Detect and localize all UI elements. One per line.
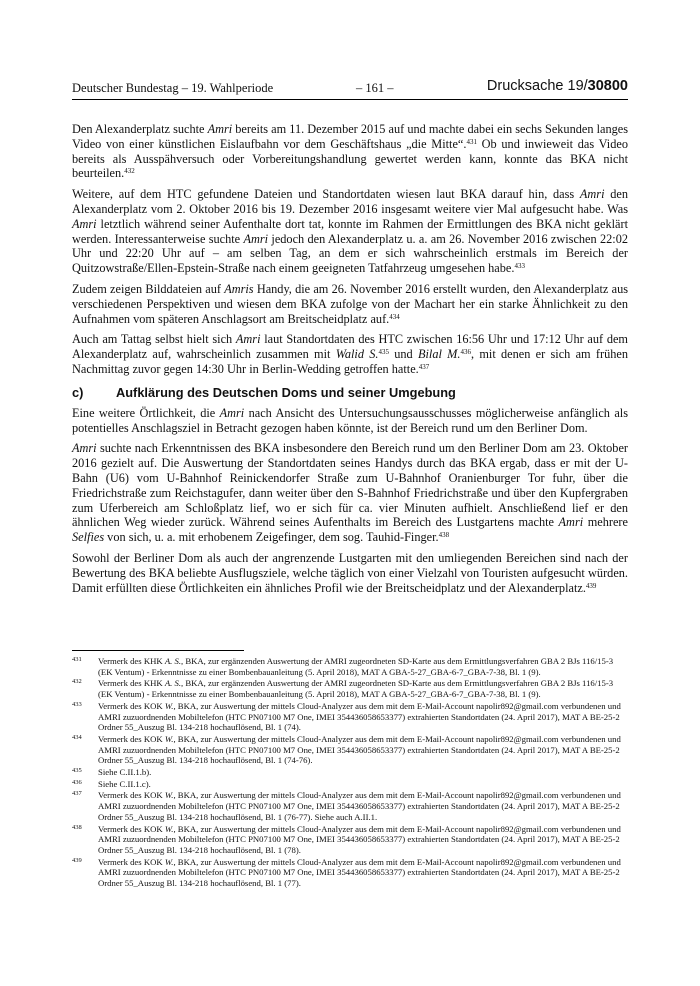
text-run: Ob und inwieweit das Video bereits als Ausspähversuch oder Vorbereitungshandlung gewertet werden kann, konnte das BKA nicht beurteilen. — [72, 136, 628, 181]
footnote — [72, 767, 628, 778]
section-number: c) — [72, 384, 84, 400]
footnote-number: 431 — [72, 656, 82, 663]
text-run: Walid S. — [335, 347, 379, 362]
text-run: , BKA, zur Auswertung der mittels Cloud-Analyzer aus dem mit dem E-Mail-Account napolir892@gmail.com verbundenen und AMRI zuzuordnenden Mobiltelefon (HTC PN07100 M7 One, IMEI 354436058653377) extrahierten Standortdaten (24. April 2017), MAT A BE-25-2 Ordner 55_Auszug Bl. 134-218 hochauflösend, Bl. 1 (78). — [98, 823, 621, 855]
footnote-number: 434 — [72, 733, 82, 741]
footnote-reference: 431 — [466, 137, 477, 146]
text-run: W. — [164, 790, 174, 801]
paragraph-group-2 — [72, 406, 628, 596]
footnote-text — [98, 656, 628, 677]
section-title: Aufklärung des Deutschen Doms und seiner Umgebung — [116, 384, 456, 400]
text-run: letztlich während seiner Aufenthalte dort tat, konnte im Rahmen der Ermittlungen des BKA nicht geklärt werden. Interessanterweise suchte — [72, 216, 628, 246]
text-run: Eine weitere Örtlichkeit, die — [72, 405, 220, 420]
text-run: W. — [164, 856, 174, 867]
text-run: W. — [164, 700, 174, 711]
text-run: nach Ansicht des Untersuchungsausschusses möglicherweise anfänglich als potentielles Anschlagsziel in Betracht gezogen haben könnte, ist der Bereich rund um den Berliner Dom. — [72, 405, 628, 435]
text-run: , BKA, zur ergänzenden Auswertung der AMRI zugeordneten SD-Karte aus dem Ermittlungsverfahren GBA 2 BJs 116/15-3 (EK Ventum) - Erkenntnisse zu einer Bombenbauanleitung (5. April 2018), MAT A GBA-5-27_GBA-6-7_GBA-7-38, Bl. 1 (9). — [98, 656, 614, 677]
footnote-text — [98, 857, 628, 889]
text-run: Weitere, auf dem HTC gefundene Dateien und Standortdaten wiesen laut BKA darauf hin, dass — [72, 187, 580, 202]
text-run: Vermerk des KOK — [98, 823, 165, 834]
text-run: Vermerk des KHK — [98, 656, 165, 666]
footnote — [72, 734, 628, 766]
text-run: Amri — [558, 515, 584, 530]
text-run: Vermerk des KOK — [98, 700, 165, 711]
paragraph — [72, 406, 628, 436]
footnote — [72, 824, 628, 856]
paragraph — [72, 441, 628, 545]
text-run: , BKA, zur ergänzenden Auswertung der AMRI zugeordneten SD-Karte aus dem Ermittlungsverfahren GBA 2 BJs 116/15-3 (EK Ventum) - Erkenntnisse zu einer Bombenbauanleitung (5. April 2018), MAT A GBA-5-27_GBA-6-7_GBA-7-38, Bl. 1 (9). — [98, 678, 614, 700]
footnote-text — [98, 734, 628, 766]
text-run: , BKA, zur Auswertung der mittels Cloud-Analyzer aus dem mit dem E-Mail-Account napolir892@gmail.com verbundenen und AMRI zuzuordnenden Mobiltelefon (HTC PN07100 M7 One, IMEI 354436058653377) extrahierten Standortdaten (24. April 2017), MAT A BE-25-2 Ordner 55_Auszug Bl. 134-218 hochauflösend, Bl. 1 (76-77). Siehe auch A.II.1. — [98, 790, 621, 822]
text-run: mehrere — [583, 515, 628, 530]
text-run: Vermerk des KOK — [98, 856, 165, 867]
footnote-text — [98, 701, 628, 733]
footnote-text — [98, 824, 628, 856]
paragraph — [72, 332, 628, 376]
footnote — [72, 790, 628, 822]
text-run: Sowohl der Berliner Dom als auch der angrenzende Lustgarten mit den umliegenden Bereichen sind nach der Bewertung des BKA beliebte Ausflugsziele, welche täglich von einer Vielzahl von Touristen aufgesucht würden. Damit erfüllten diese Örtlichkeiten ein ähnliches Profil wie der Breitscheidplatz und der Alexanderplatz. — [72, 550, 628, 595]
paragraph — [72, 282, 628, 326]
text-run: suchte nach Erkenntnissen des BKA insbesondere den Bereich rund um den Berliner Dom am 23. Oktober 2016 gezielt auf. Die Auswertung der Standortdaten seines Handys durch das BKA ergab, dass er mit der U-Bahn (U6) vom U-Bahnhof Reinickendorfer Straße zum U-Bahnhof Oranienburger Tor fuhr, über die Friedrichstraße zum Reichstagufer, dann weiter über den S-Bahnhof Friedrichstraße und über den Kupfergraben zum Uferbereich am Schloßplatz lief, wo er sich für ca. vier Minuten aufhielt. Anschließend lief er den ähnlichen Weg wieder zurück. Während seines Aufenthalts im Bereich des Lustgartens machte — [72, 441, 628, 530]
text-run: jedoch den Alexanderplatz u. a. am 26. November 2016 zwischen 22:02 Uhr und 22:20 Uhr auf – am selben Tag, an dem er sich wahrscheinlich erstmals im Bereich der Quitzowstraße/Ellen-Epstein-Straße nach einem geeigneten Tatfahrzeug umgesehen habe. — [72, 231, 629, 276]
header-publication: Deutscher Bundestag – 19. Wahlperiode — [72, 81, 274, 95]
text-run: von sich, u. a. mit erhobenem Zeigefinger, dem sog. Tauhid-Finger. — [104, 530, 439, 545]
text-run: Amri — [207, 122, 233, 136]
text-run: den Alexanderplatz vom 2. Oktober 2016 bis 19. Dezember 2016 insgesamt weitere vier Mal aufgesucht habe. Was — [72, 187, 628, 216]
footnote-reference: 437 — [418, 362, 430, 371]
text-run: und — [388, 347, 418, 362]
text-run: Amri — [72, 441, 97, 456]
document-number-value: 30800 — [587, 78, 628, 94]
footnote-divider — [72, 650, 244, 651]
text-run: A. S. — [164, 678, 181, 689]
text-run: Handy, die am 26. November 2016 erstellt wurden, den Alexanderplatz aus verschiedenen Perspektiven und wiesen dem BKA zufolge von der Machart her ein starke Ähnlichkeit zu den Aufnahmen vom späteren Anschlagsort am Breitscheidplatz auf. — [72, 281, 628, 326]
page-number: – 161 – — [356, 81, 394, 95]
text-run: laut Standortdaten des HTC zwischen 16:56 Uhr und 17:12 Uhr auf dem Alexanderplatz auf, wahrscheinlich zusammen mit — [72, 332, 628, 362]
paragraph — [72, 122, 628, 181]
text-run: Selfies — [72, 530, 105, 545]
footnote — [72, 857, 628, 889]
text-run: W. — [164, 733, 174, 744]
text-run: Auch am Tattag selbst hielt sich — [72, 332, 236, 347]
footnote-reference: 436 — [460, 348, 471, 357]
text-run: Amri — [219, 405, 245, 420]
footnote-reference: 432 — [124, 167, 135, 176]
footnote-reference: 438 — [438, 531, 450, 540]
main-text — [72, 122, 628, 601]
footnote — [72, 656, 628, 677]
footnote — [72, 701, 628, 733]
footnote-number: 435 — [72, 767, 82, 775]
footnote-text — [98, 790, 628, 822]
section-heading — [72, 385, 628, 400]
footnote-reference: 435 — [378, 348, 389, 357]
paragraph — [72, 551, 628, 595]
footnote — [72, 678, 628, 699]
text-run: Amri — [235, 332, 261, 347]
footnote-reference: 434 — [389, 312, 400, 321]
text-run: Amri — [579, 187, 605, 202]
footnote-text — [98, 767, 628, 778]
text-run: , BKA, zur Auswertung der mittels Cloud-Analyzer aus dem mit dem E-Mail-Account napolir892@gmail.com verbundenen und AMRI zuzuordnenden Mobiltelefon (HTC PN07100 M7 One, IMEI 354436058653377) extrahierten Standortdaten (24. April 2017), MAT A BE-25-2 Ordner 55_Auszug Bl. 134-218 hochauflösend, Bl. 1 (74-76). — [98, 733, 621, 766]
text-run: Siehe C.II.1.b). — [98, 767, 152, 778]
text-run: , mit denen er sich am frühen Nachmittag zuvor gegen 14:30 Uhr in Berlin-Wedding getroffen hatte. — [72, 347, 628, 376]
text-run: Amri — [72, 216, 97, 231]
text-run: Den Alexanderplatz suchte — [72, 122, 208, 136]
text-run: Amri — [243, 231, 269, 246]
text-run: Vermerk des KOK — [98, 790, 165, 801]
text-run: Bilal M. — [417, 347, 461, 362]
document-number — [487, 78, 628, 94]
text-run: Zudem zeigen Bilddateien auf — [72, 281, 225, 296]
footnote-reference: 439 — [585, 581, 597, 590]
text-run: Vermerk des KHK — [98, 678, 165, 689]
header-divider — [72, 99, 628, 100]
footnote-number: 438 — [72, 823, 82, 831]
footnotes — [72, 656, 628, 890]
text-run: Vermerk des KOK — [98, 733, 165, 744]
text-run: , BKA, zur Auswertung der mittels Cloud-Analyzer aus dem mit dem E-Mail-Account napolir892@gmail.com verbundenen und AMRI zuzuordnenden Mobiltelefon (HTC PN07100 M7 One, IMEI 354436058653377) extrahierten Standortdaten (24. April 2017), MAT A BE-25-2 Ordner 55_Auszug Bl. 134-218 hochauflösend, Bl. 1 (77). — [98, 856, 621, 889]
text-run: A. S. — [164, 656, 181, 666]
footnote-number: 433 — [72, 700, 82, 708]
document-number-prefix: Drucksache 19/ — [486, 78, 588, 94]
text-run: Siehe C.II.1.c). — [98, 778, 151, 789]
page-header — [72, 80, 628, 98]
footnote-number: 436 — [72, 778, 82, 786]
paragraph — [72, 187, 628, 276]
footnote-text — [98, 678, 628, 699]
footnote-number: 439 — [72, 856, 82, 864]
text-run: W. — [164, 823, 174, 834]
footnote — [72, 779, 628, 790]
footnote-number: 437 — [72, 790, 82, 798]
footnote-number: 432 — [72, 678, 82, 686]
paragraph-group-1 — [72, 122, 628, 377]
text-run: , BKA, zur Auswertung der mittels Cloud-Analyzer aus dem mit dem E-Mail-Account napolir892@gmail.com verbundenen und AMRI zuzuordnenden Mobiltelefon (HTC PN07100 M7 One, IMEI 354436058653377) extrahierten Standortdaten (24. April 2017), MAT A BE-25-2 Ordner 55_Auszug Bl. 134-218 hochauflösend, Bl. 1 (74). — [98, 700, 621, 733]
footnote-text — [98, 779, 628, 790]
footnote-reference: 433 — [514, 262, 525, 271]
text-run: Amris — [224, 281, 254, 296]
text-run: bereits am 11. Dezember 2015 auf und machte dabei ein sechs Sekunden langes Video von einer künstlichen Eislaufbahn vor dem Geschäftshaus „die Mitte“. — [72, 122, 628, 151]
